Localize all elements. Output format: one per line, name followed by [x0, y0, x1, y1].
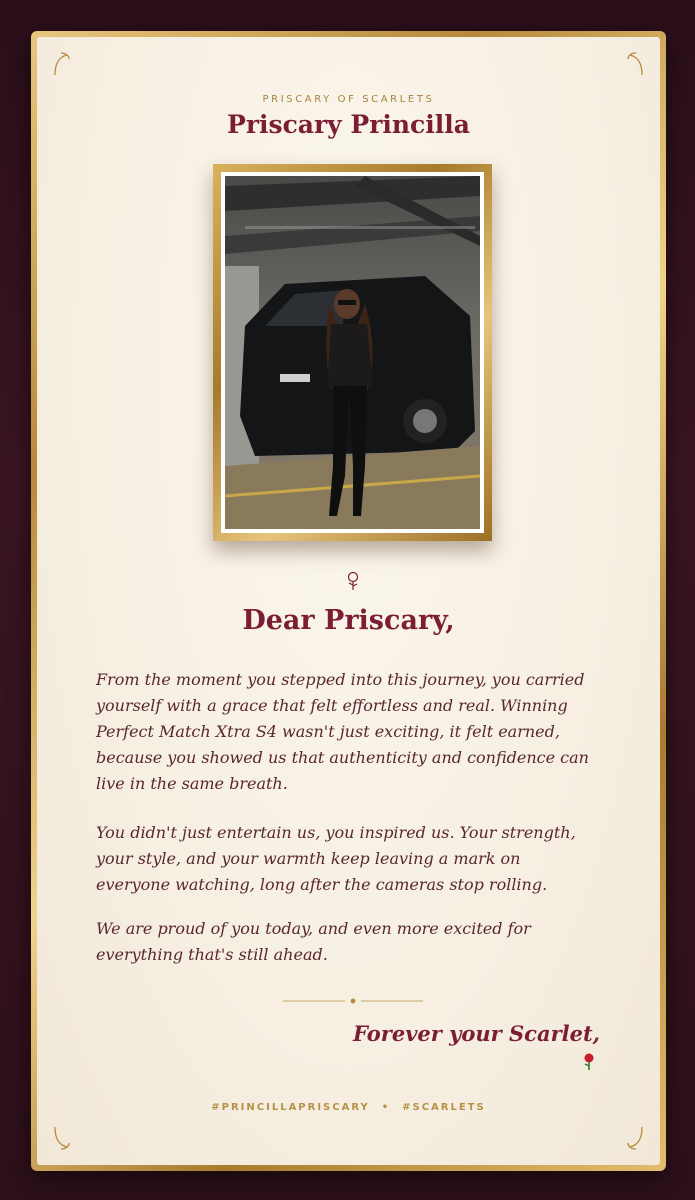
gold-frame [31, 31, 666, 1171]
page-title: Priscary Princilla [227, 110, 470, 139]
red-rose-icon [582, 1053, 596, 1071]
photo-frame [213, 164, 492, 541]
ornament-divider [283, 997, 423, 1005]
hashtag-princillapriscary: #PRINCILLAPRISCARY [211, 1102, 370, 1113]
header-kicker: PRISCARY OF SCARLETS [262, 94, 435, 105]
corner-flourish-icon [618, 51, 644, 77]
corner-flourish-icon [618, 1125, 644, 1151]
letter-paragraph-1: From the moment you stepped into this journey, you carried yourself with a grace that felt effortless and real. Winning Perfect Match Xtra S4 wasn't just exciting, it felt earned, because you showed us that authenticity and confidence can live in the same breath. [96, 670, 589, 793]
portrait-photo [225, 176, 480, 529]
rose-icon [345, 571, 361, 591]
hashtag-scarlets: #SCARLETS [402, 1102, 486, 1113]
letter-card [37, 37, 660, 1165]
letter-paragraph-3: We are proud of you today, and even more excited for everything that's still ahead. [96, 919, 531, 964]
corner-flourish-icon [53, 51, 79, 77]
corner-flourish-icon [53, 1125, 79, 1151]
hashtag-footer [37, 1102, 660, 1113]
footer-separator: • [381, 1102, 391, 1113]
letter-signoff: Forever your Scarlet, [353, 1021, 600, 1046]
letter-paragraph-2: You didn't just entertain us, you inspired us. Your strength, your style, and your warmth keep leaving a mark on everyone watching, long after the cameras stop rolling. [96, 823, 576, 894]
letter-salutation: Dear Priscary, [242, 605, 455, 636]
